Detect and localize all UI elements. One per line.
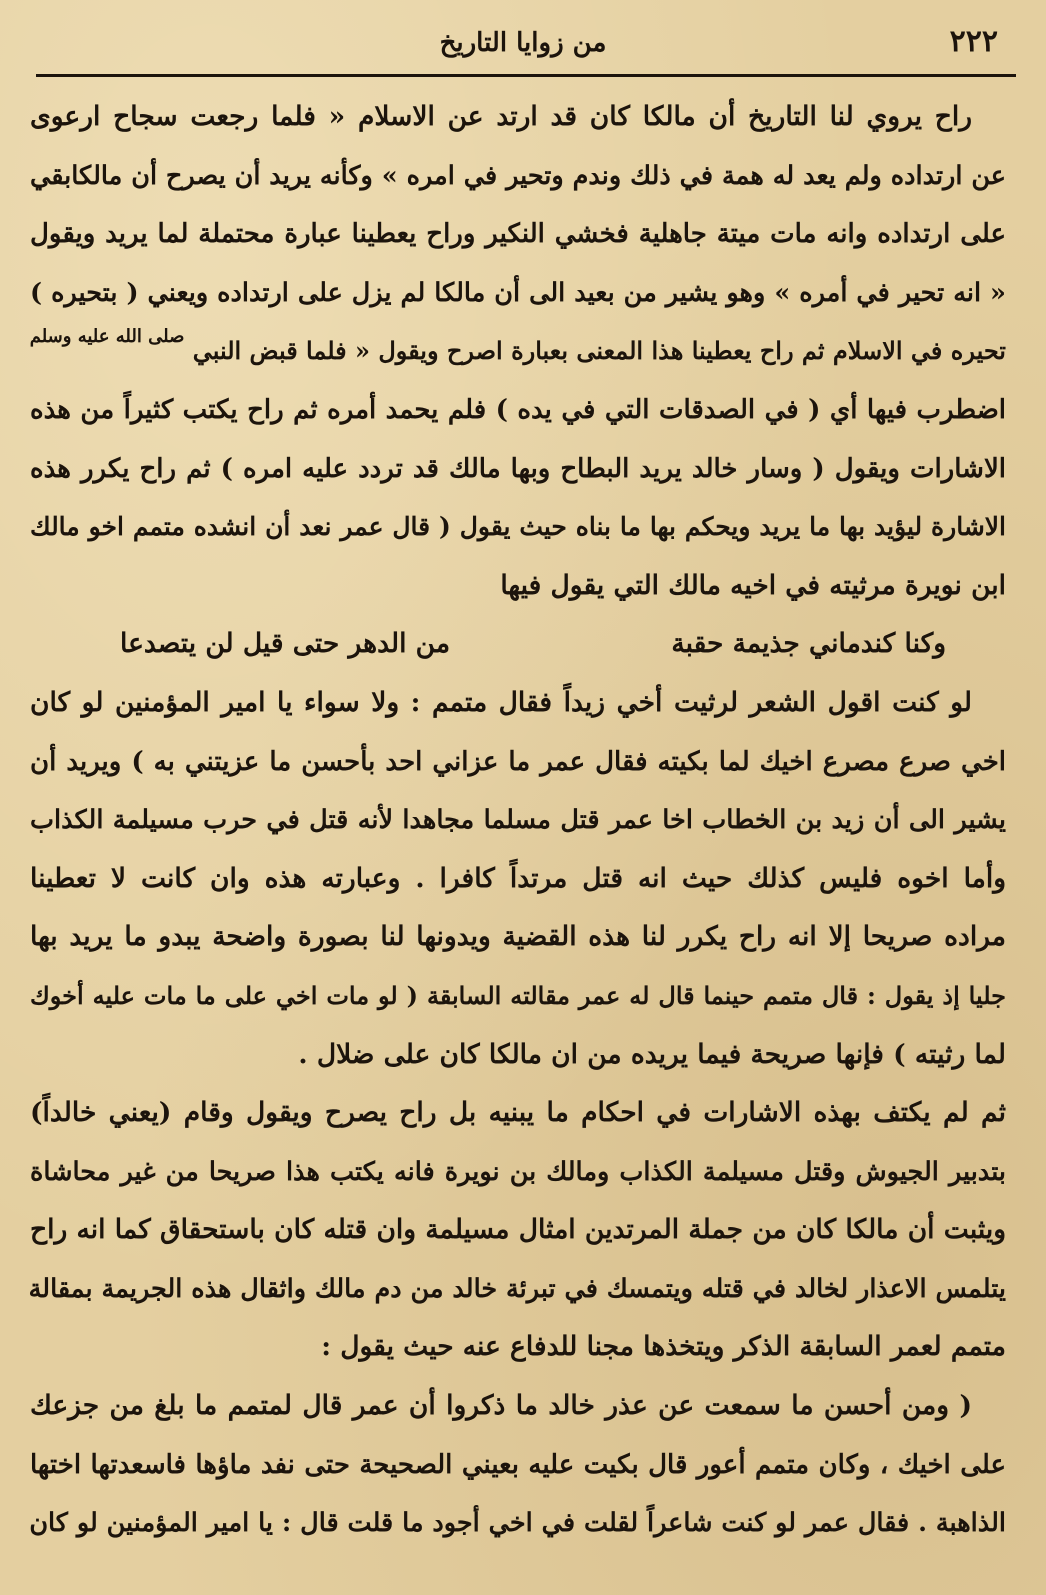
text-line: لما رثيته ) فإنها صريحة فيما يريده من ان مالكا كان على ضلال . [298, 1038, 1006, 1070]
page-number: ٢٢٢ [949, 24, 998, 59]
verse-hemistich-first: وكنا كندماني جذيمة حقبة [671, 628, 946, 660]
text-line: الاشارة ليؤيد بها ما يريد ويحكم بها ما بناه حيث يقول ( قال عمر نعد أن انشده متمم اخو مالك [30, 512, 1006, 542]
text-line: اخي صرع مصرع اخيك لما بكيته فقال عمر ما عزاني احد بأحسن ما عزيتني به ) ويريد أن [30, 746, 1006, 777]
text-line: الذاهبة . فقال عمر لو كنت شاعراً لقلت في اخي أجود ما قلت قال : يا امير المؤمنين لو كان [29, 1508, 1006, 1539]
text-line: ويثبت أن مالكا كان من جملة المرتدين امثال مسيلمة وان قتله كان باستحقاق كما انه راح [30, 1214, 1006, 1246]
text-line: الاشارات ويقول ( وسار خالد يريد البطاح وبها مالك قد تردد عليه امره ) ثم راح يكرر هذه [30, 453, 1006, 484]
page-header [36, 14, 1010, 74]
text-line: بتدبير الجيوش وقتل مسيلمة الكذاب ومالك بن نويرة فانه يكتب هذا صريحا من غير محاشاة [30, 1156, 1006, 1187]
text-line: متمم لعمر السابقة الذكر ويتخذها مجنا للدفاع عنه حيث يقول : [321, 1331, 1006, 1363]
text-line: مراده صريحا إلا انه راح يكرر لنا هذه القضية ويدونها لنا بصورة واضحة يبدو ما يريد بها [30, 921, 1006, 953]
text-line: على اخيك ، وكان متمم أعور قال بكيت عليه بعيني الصحيحة حتى نفد ماؤها فاسعدتها اختها [30, 1449, 1006, 1480]
text-line: تحيره في الاسلام ثم راح يعطينا هذا المعنى بعبارة اصرح ويقول « فلما قبض النبي [192, 336, 1006, 366]
text-line: يشير الى أن زيد بن الخطاب اخا عمر قتل مسلما مجاهدا لأنه قتل في حرب مسيلمة الكذاب [30, 805, 1006, 836]
verse-hemistich-second: من الدهر حتى قيل لن يتصدعا [120, 628, 451, 660]
honorific-ligature: صلى الله عليه وسلم [29, 326, 185, 348]
text-line: ابن نويرة مرثيته في اخيه مالك التي يقول فيها [500, 569, 1006, 601]
text-line: ( ومن أحسن ما سمعت عن عذر خالد ما ذكروا أن عمر قال لمتمم ما بلغ من جزعك [30, 1390, 972, 1422]
text-line: راح يروي لنا التاريخ أن مالكا كان قد ارتد عن الاسلام « فلما رجعت سجاح ارعوى [30, 101, 972, 132]
text-line: يتلمس الاعذار لخالد في قتله ويتمسك في تبرئة خالد من دم مالك واثقال هذه الجريمة بمقالة [28, 1273, 1006, 1304]
text-line: ثم لم يكتف بهذه الاشارات في احكام ما يبنيه بل راح يصرح ويقول وقام (يعني خالداً) [30, 1097, 1006, 1129]
text-line: جليا إذ يقول : قال متمم حينما قال له عمر مقالته السابقة ( لو مات اخي على ما مات عليه أخوك [30, 980, 1006, 1010]
running-title: من زوايا التاريخ [439, 28, 607, 58]
poetry-verse [30, 615, 1006, 674]
text-line: عن ارتداده ولم يعد له همة في ذلك وندم وتحير في امره » وكأنه يريد أن يصرح أن مالكابقي [30, 160, 1006, 191]
text-line: وأما اخوه فليس كذلك حيث انه قتل مرتداً كافرا . وعبارته هذه وان كانت لا تعطينا [30, 862, 1006, 894]
header-rule [36, 74, 1016, 77]
body-text [30, 88, 1006, 1553]
text-line: على ارتداده وانه مات ميتة جاهلية فخشي النكير وراح يعطينا عبارة محتملة لما يريد ويقول [30, 219, 1006, 250]
text-line: لو كنت اقول الشعر لرثيت أخي زيداً فقال متمم : ولا سواء يا امير المؤمنين لو كان [30, 686, 972, 718]
text-line-with-honorific [30, 322, 1006, 381]
text-line: اضطرب فيها أي ( في الصدقات التي في يده ) فلم يحمد أمره ثم راح يكتب كثيراً من هذه [30, 394, 1006, 425]
text-line: « انه تحير في أمره » وهو يشير من بعيد الى أن مالكا لم يزل على ارتداده ويعني ( بتحيره ) [30, 277, 1006, 308]
